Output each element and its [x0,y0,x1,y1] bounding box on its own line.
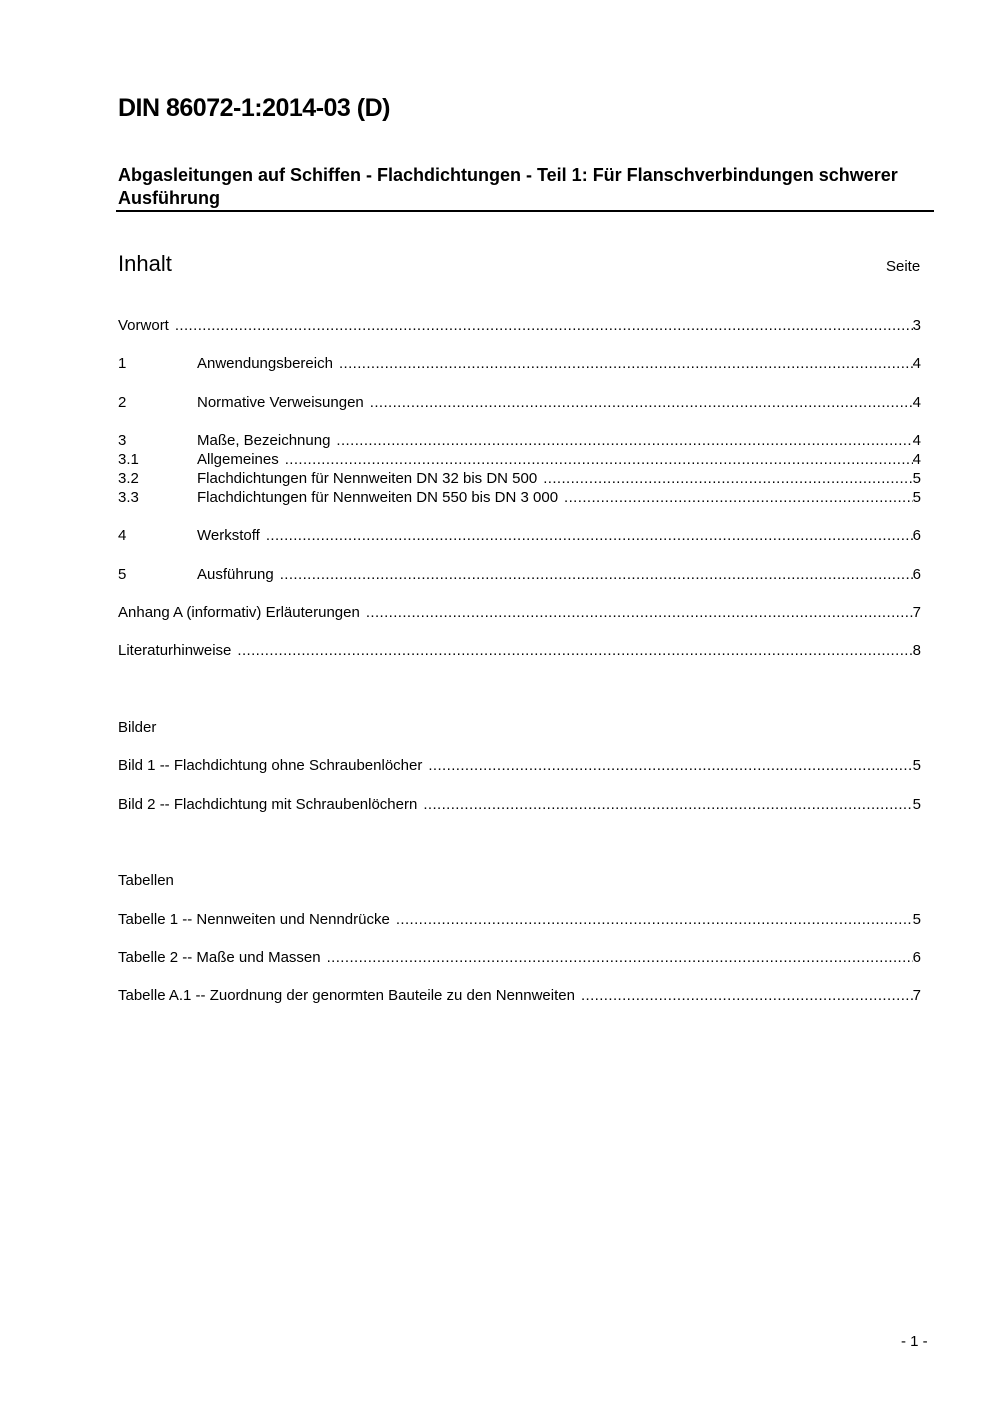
toc-entry-1[interactable] [118,354,921,373]
toc-entry-text: Tabelle 1 -- Nennweiten und Nenndrücke [118,911,390,928]
toc-entry-text: Tabelle A.1 -- Zuordnung der genormten Bauteile zu den Nennweiten [118,987,575,1004]
toc-entry-page: 5 [912,489,921,506]
toc-entry-page: 4 [912,394,921,411]
toc-entry-text: Allgemeines [197,451,279,468]
dot-leader [428,756,912,775]
dot-leader [237,641,912,660]
contents-heading: Inhalt [118,251,172,276]
dot-leader [543,469,912,488]
table-entry-a1[interactable] [118,986,921,1005]
toc-entry-text: Vorwort [118,317,169,334]
toc-entry-text: Tabelle 2 -- Maße und Massen [118,949,321,966]
toc-entry-3-3[interactable] [118,488,921,507]
toc-entry-number: 3.1 [118,451,139,468]
dot-leader [336,431,912,450]
toc-entry-page: 6 [912,949,921,966]
tables-heading: Tabellen [118,872,174,889]
toc-entry-text: Anwendungsbereich [197,355,333,372]
table-entry-2[interactable] [118,948,921,967]
dot-leader [266,526,913,545]
toc-entry-page: 4 [912,355,921,372]
figures-heading: Bilder [118,719,157,736]
toc-entry-number: 1 [118,355,127,372]
dot-leader [396,910,913,929]
toc-entry-page: 5 [912,911,921,928]
dot-leader [327,948,913,967]
toc-entry-page: 6 [912,527,921,544]
dot-leader [423,795,912,814]
figure-entry-2[interactable] [118,795,921,814]
toc-entry-vorwort[interactable] [118,316,921,335]
toc-entry-anhang-a[interactable] [118,603,921,622]
toc-entry-4[interactable] [118,526,921,545]
toc-entry-text: Flachdichtungen für Nennweiten DN 550 bis DN 3 000 [197,489,559,506]
toc-entry-3-1[interactable] [118,450,921,469]
toc-entry-page: 6 [912,566,921,583]
toc-entry-page: 8 [912,642,921,659]
page-column-label: Seite [886,258,921,275]
toc-entry-2[interactable] [118,393,921,412]
toc-entry-text: Ausführung [197,566,274,583]
toc-entry-5[interactable] [118,565,921,584]
figure-entry-1[interactable] [118,756,921,775]
toc-entry-number: 3.3 [118,489,139,506]
toc-entry-page: 4 [912,432,921,449]
toc-entry-text: Maße, Bezeichnung [197,432,331,449]
toc-entry-page: 7 [912,987,921,1004]
toc-entry-text: Anhang A (informativ) Erläuterungen [118,604,360,621]
toc-entry-3[interactable] [118,431,921,450]
toc-entry-number: 3 [118,432,127,449]
toc-entry-page: 4 [912,451,921,468]
toc-entry-number: 5 [118,566,127,583]
toc-entry-text: Bild 2 -- Flachdichtung mit Schraubenlöchern [118,796,418,813]
toc-entry-number: 3.2 [118,470,139,487]
toc-entry-number: 4 [118,527,127,544]
toc-entry-text: Literaturhinweise [118,642,232,659]
dot-leader [581,986,913,1005]
toc-entry-text: Bild 1 -- Flachdichtung ohne Schraubenlöcher [118,757,423,774]
toc-entry-page: 5 [912,757,921,774]
dot-leader [339,354,913,373]
toc-entry-literaturhinweise[interactable] [118,641,921,660]
dot-leader [280,565,913,584]
dot-leader [370,393,913,412]
page-number: - 1 - [901,1333,928,1350]
toc-entry-page: 3 [912,317,921,334]
table-entry-1[interactable] [118,910,921,929]
toc-entry-3-2[interactable] [118,469,921,488]
toc-entry-page: 5 [912,796,921,813]
document-title: DIN 86072-1:2014-03 (D) [118,94,390,122]
dot-leader [564,488,913,507]
title-divider [116,210,934,212]
toc-entry-page: 5 [912,470,921,487]
document-subtitle: Abgasleitungen auf Schiffen - Flachdichtungen - Teil 1: Für Flanschverbindungen schwerer Ausführung [118,165,898,208]
toc-entry-page: 7 [912,604,921,621]
toc-entry-text: Werkstoff [197,527,260,544]
dot-leader [285,450,913,469]
toc-entry-text: Flachdichtungen für Nennweiten DN 32 bis DN 500 [197,470,538,487]
toc-entry-number: 2 [118,394,127,411]
dot-leader [175,316,913,335]
dot-leader [366,603,913,622]
toc-entry-text: Normative Verweisungen [197,394,364,411]
